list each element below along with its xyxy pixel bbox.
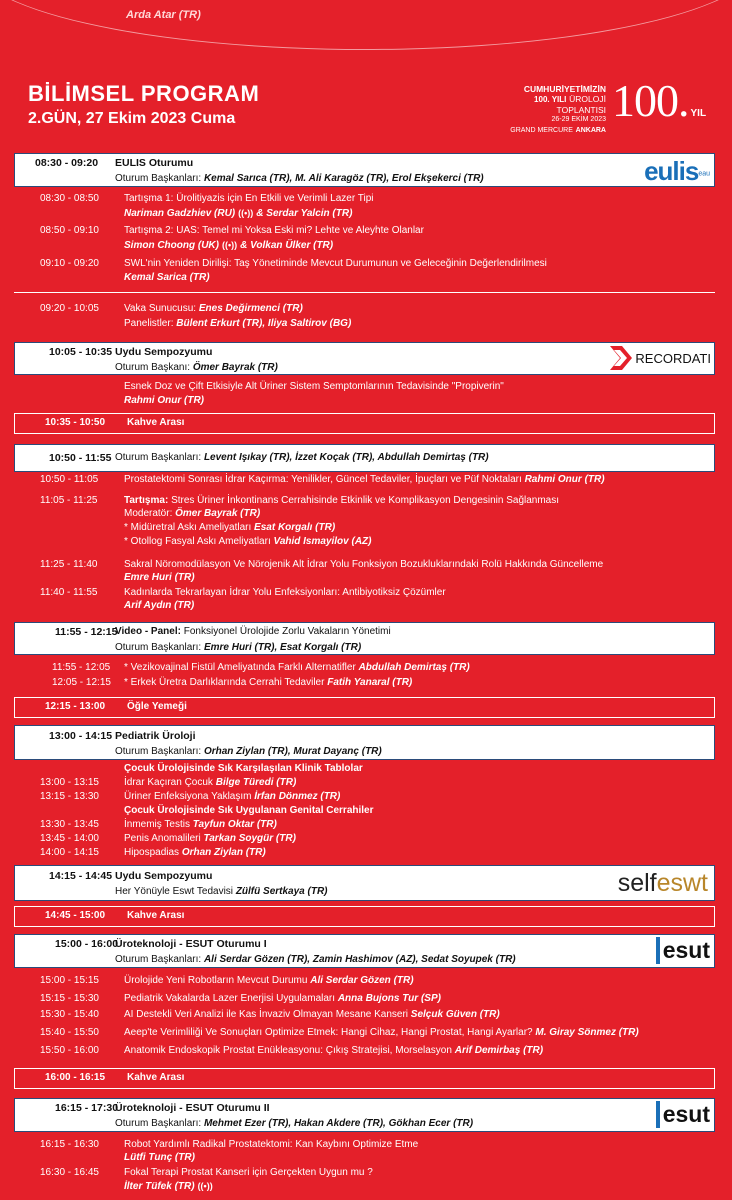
session-time: 11:55 - 12:15 (55, 626, 118, 638)
speaker-name: Bilge Türedi (TR) (215, 777, 297, 788)
session-title: Uydu Sempozyumu (115, 346, 213, 358)
item-line (124, 1044, 543, 1058)
item-time: 13:30 - 13:45 (40, 819, 99, 830)
session-subtitle: Fonksiyonel Ürolojide Zorlu Vakaların Yönetimi (183, 626, 391, 637)
item-line (124, 494, 559, 508)
session-pediatric-urology (14, 725, 715, 760)
item-time: 11:05 - 11:25 (40, 495, 98, 506)
centennial-line2a: 100. YILI (534, 95, 567, 104)
coffee-break (14, 1068, 715, 1089)
item-time: 12:05 - 12:15 (52, 677, 111, 688)
list-item (0, 676, 732, 690)
speaker-name: Anna Bujons Tur (SP) (337, 993, 441, 1004)
item-text: Üriner Enfeksiyona Yaklaşım (124, 791, 252, 802)
break-label: Öğle Yemeği (127, 701, 187, 712)
chairs-names: Mehmet Ezer (TR), Hakan Akdere (TR), Gökhan Ecer (TR) (203, 1118, 474, 1129)
item-speakers (124, 271, 210, 285)
session-time: 14:15 - 14:45 (49, 870, 113, 882)
program-header (0, 0, 732, 150)
logo-part: eswt (656, 869, 708, 897)
session-title-line (115, 624, 391, 640)
centennial-yil: YIL (690, 108, 707, 119)
centennial-line3: TOPLANTISI (556, 105, 606, 115)
item-text: * Vezikovajinal Fistül Ameliyatında Farklı Alternatifler (124, 662, 356, 673)
session-time: 10:05 - 10:35 (49, 346, 113, 358)
item-speakers (124, 1179, 216, 1194)
item-text: Fokal Terapi Prostat Kanseri için Gerçekten Uygun mu ? (124, 1167, 373, 1178)
item-time: 15:30 - 15:40 (40, 1009, 99, 1020)
centennial-city: ANKARA (575, 127, 606, 134)
speaker-name: Orhan Ziylan (TR) (181, 847, 266, 858)
list-item (0, 586, 732, 614)
recordati-mark-icon (610, 346, 632, 370)
break-label: Kahve Arası (127, 910, 185, 921)
item-text: AI Destekli Veri Analizi ile Kas İnvaziv Olmayan Mesane Kanseri (124, 1009, 409, 1020)
list-item (0, 192, 732, 220)
speaker-name: Zülfü Sertkaya (TR) (235, 886, 328, 897)
session-eulis (14, 153, 715, 187)
item-text: SWL'nin Yeniden Dirilişi: Taş Yönetiminde Mevcut Durumunun ve Geleceğinin Değerlendirilmesi (124, 258, 547, 269)
break-time: 12:15 - 13:00 (45, 701, 106, 712)
item-text: İdrar Kaçıran Çocuk (124, 777, 213, 788)
centennial-line1: CUMHURİYETİMİZİN (523, 84, 606, 94)
chairs-label: Oturum Başkanları: (115, 954, 202, 965)
chairs-label: Oturum Başkanları: (115, 173, 202, 184)
session-time: 16:15 - 17:30 (55, 1102, 119, 1114)
item-line (124, 1026, 639, 1040)
list-item (0, 1138, 732, 1166)
presenter-label: Vaka Sunucusu: (124, 303, 197, 314)
centennial-number: 100. (612, 75, 689, 126)
selfeswt-logo (618, 869, 708, 898)
subsection-title: Çocuk Ürolojisinde Sık Uygulanan Genital Cerrahiler (124, 805, 374, 816)
session-chairs (115, 171, 484, 187)
item-line (124, 776, 296, 790)
list-item (0, 661, 732, 675)
presenter-line (124, 302, 303, 316)
item-time: 13:15 - 13:30 (40, 791, 99, 802)
presenter-name: Enes Değirmenci (TR) (198, 303, 303, 314)
logo-part: self (617, 869, 657, 897)
session-video-panel (14, 622, 715, 655)
moderator-line (124, 507, 260, 521)
item-text: İnmemiş Testis (124, 819, 190, 830)
list-item (0, 790, 732, 804)
list-item (0, 473, 732, 487)
list-item (0, 558, 732, 586)
item-time: 11:40 - 11:55 (40, 587, 98, 598)
item-time: 09:10 - 09:20 (40, 258, 99, 269)
list-item (0, 776, 732, 790)
session-title: Pediatrik Üroloji (115, 730, 196, 742)
item-text: Esnek Doz ve Çift Etkisiyle Alt Üriner Sistem Semptomlarının Tedavisinde "Propiverin" (124, 381, 504, 392)
chairs-names: Levent Işıkay (TR), İzzet Koçak (TR), Abdullah Demirtaş (TR) (203, 452, 489, 463)
section-heading (0, 804, 732, 818)
coffee-break (14, 413, 715, 434)
chairs-names: Emre Huri (TR), Esat Korgalı (TR) (203, 642, 362, 653)
list-item (0, 1166, 732, 1194)
item-text: Hipospadias (124, 847, 180, 858)
item-text: Prostatektomi Sonrası İdrar Kaçırma: Yenilikler, Güncel Tedaviler, İpuçları ve Püf Noktaları (124, 474, 522, 485)
item-text: * Erkek Üretra Darlıklarında Cerrahi Tedaviler (124, 677, 325, 688)
item-line (124, 832, 296, 846)
panel-label: Panelistler: (124, 318, 174, 329)
list-item (0, 257, 732, 285)
list-item (0, 832, 732, 846)
lunch-break (14, 697, 715, 718)
break-label: Kahve Arası (127, 1072, 185, 1083)
item-text: Tartışma 1: Ürolitiyazis için En Etkili ve Verimli Lazer Tipi (124, 193, 374, 204)
item-time: 08:50 - 09:10 (40, 225, 99, 236)
divider (14, 292, 715, 293)
talk-title: Her Yönüyle Eswt Tedavisi (115, 886, 234, 897)
speaker-name: Lütfi Tunç (TR) (124, 1152, 195, 1163)
session-title: EULIS Oturumu (115, 157, 194, 169)
chairs-label: Oturum Başkanları: (115, 746, 202, 757)
subsection-title: Çocuk Ürolojisinde Sık Karşılaşılan Klinik Tablolar (124, 763, 363, 774)
speaker-name: M. Giray Sönmez (TR) (535, 1027, 639, 1038)
item-line (124, 974, 414, 988)
debate-label: Tartışma: (124, 495, 169, 506)
top-speaker-name: Arda Atar (TR) (126, 9, 201, 21)
session-chairs (115, 450, 489, 466)
item-time: 16:30 - 16:45 (40, 1167, 99, 1178)
speaker-name: & Serdar Yalcin (TR) (256, 208, 353, 219)
chairs-label: Oturum Başkanı: (115, 362, 191, 373)
item-speakers (124, 206, 352, 221)
item-line (124, 676, 412, 690)
item-speakers (124, 571, 195, 585)
item-time: 15:00 - 15:15 (40, 975, 99, 986)
item-line (124, 992, 441, 1006)
speaker-name: Esat Korgalı (TR) (254, 522, 336, 533)
speaker-name: Kemal Sarica (TR) (124, 272, 210, 283)
item-time: 11:55 - 12:05 (52, 662, 111, 673)
break-time: 10:35 - 10:50 (45, 417, 106, 428)
eulis-logo-sup: eau (698, 170, 710, 178)
item-time: 15:15 - 15:30 (40, 993, 99, 1004)
item-text: Aeep'te Verimliliği Ve Sonuçları Optimize Etmek: Hangi Cihaz, Hangi Prostat, Hangi Ayarlar? (124, 1027, 533, 1038)
session-time: 08:30 - 09:20 (35, 157, 99, 169)
speaker-name: Selçuk Güven (TR) (410, 1009, 500, 1020)
break-time: 14:45 - 15:00 (45, 910, 106, 921)
speaker-name: Rahmi Onur (TR) (124, 395, 204, 406)
speaker-name: Tarkan Soygür (TR) (203, 833, 296, 844)
session-title: Üroteknoloji - ESUT Oturumu II (115, 1102, 270, 1114)
list-item (0, 846, 732, 860)
item-time: 14:00 - 14:15 (40, 847, 99, 858)
session-time: 10:50 - 11:55 (49, 452, 112, 464)
item-text: Tartışma 2: UAS: Temel mi Yoksa Eski mi? Lehte ve Aleyhte Olanlar (124, 225, 424, 236)
list-item (0, 1026, 732, 1040)
sub-item (124, 535, 372, 549)
recordati-logo-text: RECORDATI (635, 350, 711, 366)
session-esut-1 (14, 934, 715, 968)
list-item (0, 1008, 732, 1022)
decorative-arc (0, 0, 732, 50)
panel-names: Bülent Erkurt (TR), Iliya Saltirov (BG) (176, 318, 352, 329)
chairs-names: Ali Serdar Gözen (TR), Zamin Hashimov (AZ), Sedat Soyupek (TR) (203, 954, 516, 965)
item-time: 13:00 - 13:15 (40, 777, 99, 788)
item-time: 13:45 - 14:00 (40, 833, 99, 844)
chairs-label: Oturum Başkanları: (115, 1118, 202, 1129)
centennial-text (510, 84, 606, 136)
moderator-name: Ömer Bayrak (TR) (175, 508, 261, 519)
chairs-names: Ömer Bayrak (TR) (192, 362, 278, 373)
item-time: 15:50 - 16:00 (40, 1045, 99, 1056)
item-speakers (124, 599, 194, 613)
sub-item (124, 521, 335, 535)
session-chairs (115, 640, 361, 656)
item-text: Robot Yardımlı Radikal Prostatektomi: Kan Kaybını Optimize Etme (124, 1139, 419, 1150)
speaker-name: Ali Serdar Gözen (TR) (310, 975, 414, 986)
eulis-logo-text: eulis (644, 156, 699, 186)
session-esut-2 (14, 1098, 715, 1132)
session-title: Üroteknoloji - ESUT Oturumu I (115, 938, 267, 950)
list-item (0, 380, 732, 408)
speaker-name: Nariman Gadzhiev (RU) (124, 208, 236, 219)
item-time: 15:40 - 15:50 (40, 1027, 99, 1038)
chairs-names: Orhan Ziylan (TR), Murat Dayanç (TR) (203, 746, 382, 757)
session-time: 13:00 - 14:15 (49, 730, 113, 742)
speaker-name: Arif Demirbaş (TR) (454, 1045, 544, 1056)
item-text: Stres Üriner İnkontinans Cerrahisinde Etkinlik ve Komplikasyon Dengesinin Sağlanması (171, 495, 560, 506)
list-item (0, 494, 732, 550)
centennial-dates: 26-29 EKİM 2023 (551, 116, 606, 123)
session-functional-urology (14, 444, 715, 472)
item-text: Anatomik Endoskopik Prostat Enükleasyonu: Çıkış Stratejisi, Morselasyon (124, 1045, 452, 1056)
item-text: Ürolojide Yeni Robotların Mevcut Durumu (124, 975, 308, 986)
list-item (0, 224, 732, 252)
item-time: 16:15 - 16:30 (40, 1139, 99, 1150)
item-line (124, 473, 605, 487)
item-time: 10:50 - 11:05 (40, 474, 99, 485)
session-chairs (115, 360, 278, 376)
live-broadcast-icon: ((•)) (197, 1181, 213, 1191)
item-line (124, 790, 340, 804)
item-text: Penis Anomalileri (124, 833, 201, 844)
item-speakers (124, 1151, 195, 1165)
item-time: 11:25 - 11:40 (40, 559, 98, 570)
break-time: 16:00 - 16:15 (45, 1072, 106, 1083)
esut-logo: esut (656, 1101, 710, 1128)
speaker-name: Vahid Ismayilov (AZ) (273, 536, 372, 547)
session-talk (115, 884, 328, 900)
item-text: Pediatrik Vakalarda Lazer Enerjisi Uygulamaları (124, 993, 336, 1004)
sub-item-text: * Otollog Fasyal Askı Ameliyatları (124, 536, 271, 547)
speaker-name: Arif Aydın (TR) (124, 600, 195, 611)
item-time: 09:20 - 10:05 (40, 303, 99, 314)
item-text: Sakral Nöromodülasyon Ve Nörojenik Alt İdrar Yolu Fonksiyon Bozukluklarındaki Rolü Hakkında Güncelleme (124, 559, 604, 570)
live-broadcast-icon: ((•)) (238, 208, 254, 218)
sub-item-text: * Midüretral Askı Ameliyatları (124, 522, 252, 533)
case-discussion (0, 302, 732, 332)
session-title: Video - Panel: (115, 626, 181, 637)
item-line (124, 661, 470, 675)
session-satellite-symposium-2 (14, 865, 715, 901)
chairs-label: Oturum Başkanları: (115, 452, 202, 463)
session-chairs (115, 744, 382, 760)
session-chairs (115, 1116, 473, 1132)
centennial-line2b: ÜROLOJİ (569, 94, 606, 104)
speaker-name: Abdullah Demirtaş (TR) (358, 662, 470, 673)
item-line (124, 846, 266, 860)
chairs-label: Oturum Başkanları: (115, 642, 202, 653)
break-label: Kahve Arası (127, 417, 185, 428)
recordati-logo (610, 346, 711, 370)
speaker-name: Tayfun Oktar (TR) (192, 819, 277, 830)
session-time: 15:00 - 16:00 (55, 938, 119, 950)
live-broadcast-icon: ((•)) (221, 240, 238, 250)
speaker-name: Rahmi Onur (TR) (524, 474, 605, 485)
panel-line (124, 317, 351, 331)
esut-logo: esut (656, 937, 710, 964)
eulis-logo (644, 156, 710, 187)
item-line (124, 1008, 500, 1022)
list-item (0, 1044, 732, 1058)
list-item (0, 974, 732, 988)
item-line (124, 818, 277, 832)
program-title: BİLİMSEL PROGRAM (28, 81, 260, 106)
session-satellite-symposium (14, 342, 715, 375)
speaker-name: İrfan Dönmez (TR) (254, 791, 341, 802)
centennial-logo (612, 75, 707, 137)
item-text: Kadınlarda Tekrarlayan İdrar Yolu Enfeksiyonları: Antibiyotiksiz Çözümler (124, 587, 446, 598)
list-item (0, 992, 732, 1006)
coffee-break (14, 906, 715, 927)
speaker-name: İlter Tüfek (TR) (124, 1181, 195, 1192)
centennial-venue: GRAND MERCURE (510, 127, 573, 134)
section-heading (0, 762, 732, 776)
speaker-name: Simon Choong (UK) (124, 240, 219, 251)
session-chairs (115, 952, 516, 968)
chairs-names: Kemal Sarıca (TR), M. Ali Karagöz (TR), Erol Ekşekerci (TR) (203, 173, 484, 184)
session-title: Uydu Sempozyumu (115, 870, 213, 882)
item-speakers (124, 238, 333, 253)
program-day: 2.GÜN, 27 Ekim 2023 Cuma (28, 110, 236, 127)
item-time: 08:30 - 08:50 (40, 193, 99, 204)
speaker-name: Fatih Yanaral (TR) (327, 677, 413, 688)
list-item (0, 818, 732, 832)
speaker-name: & Volkan Ülker (TR) (240, 240, 334, 251)
speaker-name: Emre Huri (TR) (124, 572, 195, 583)
moderator-label: Moderatör: (124, 508, 173, 519)
item-speakers (124, 394, 204, 408)
